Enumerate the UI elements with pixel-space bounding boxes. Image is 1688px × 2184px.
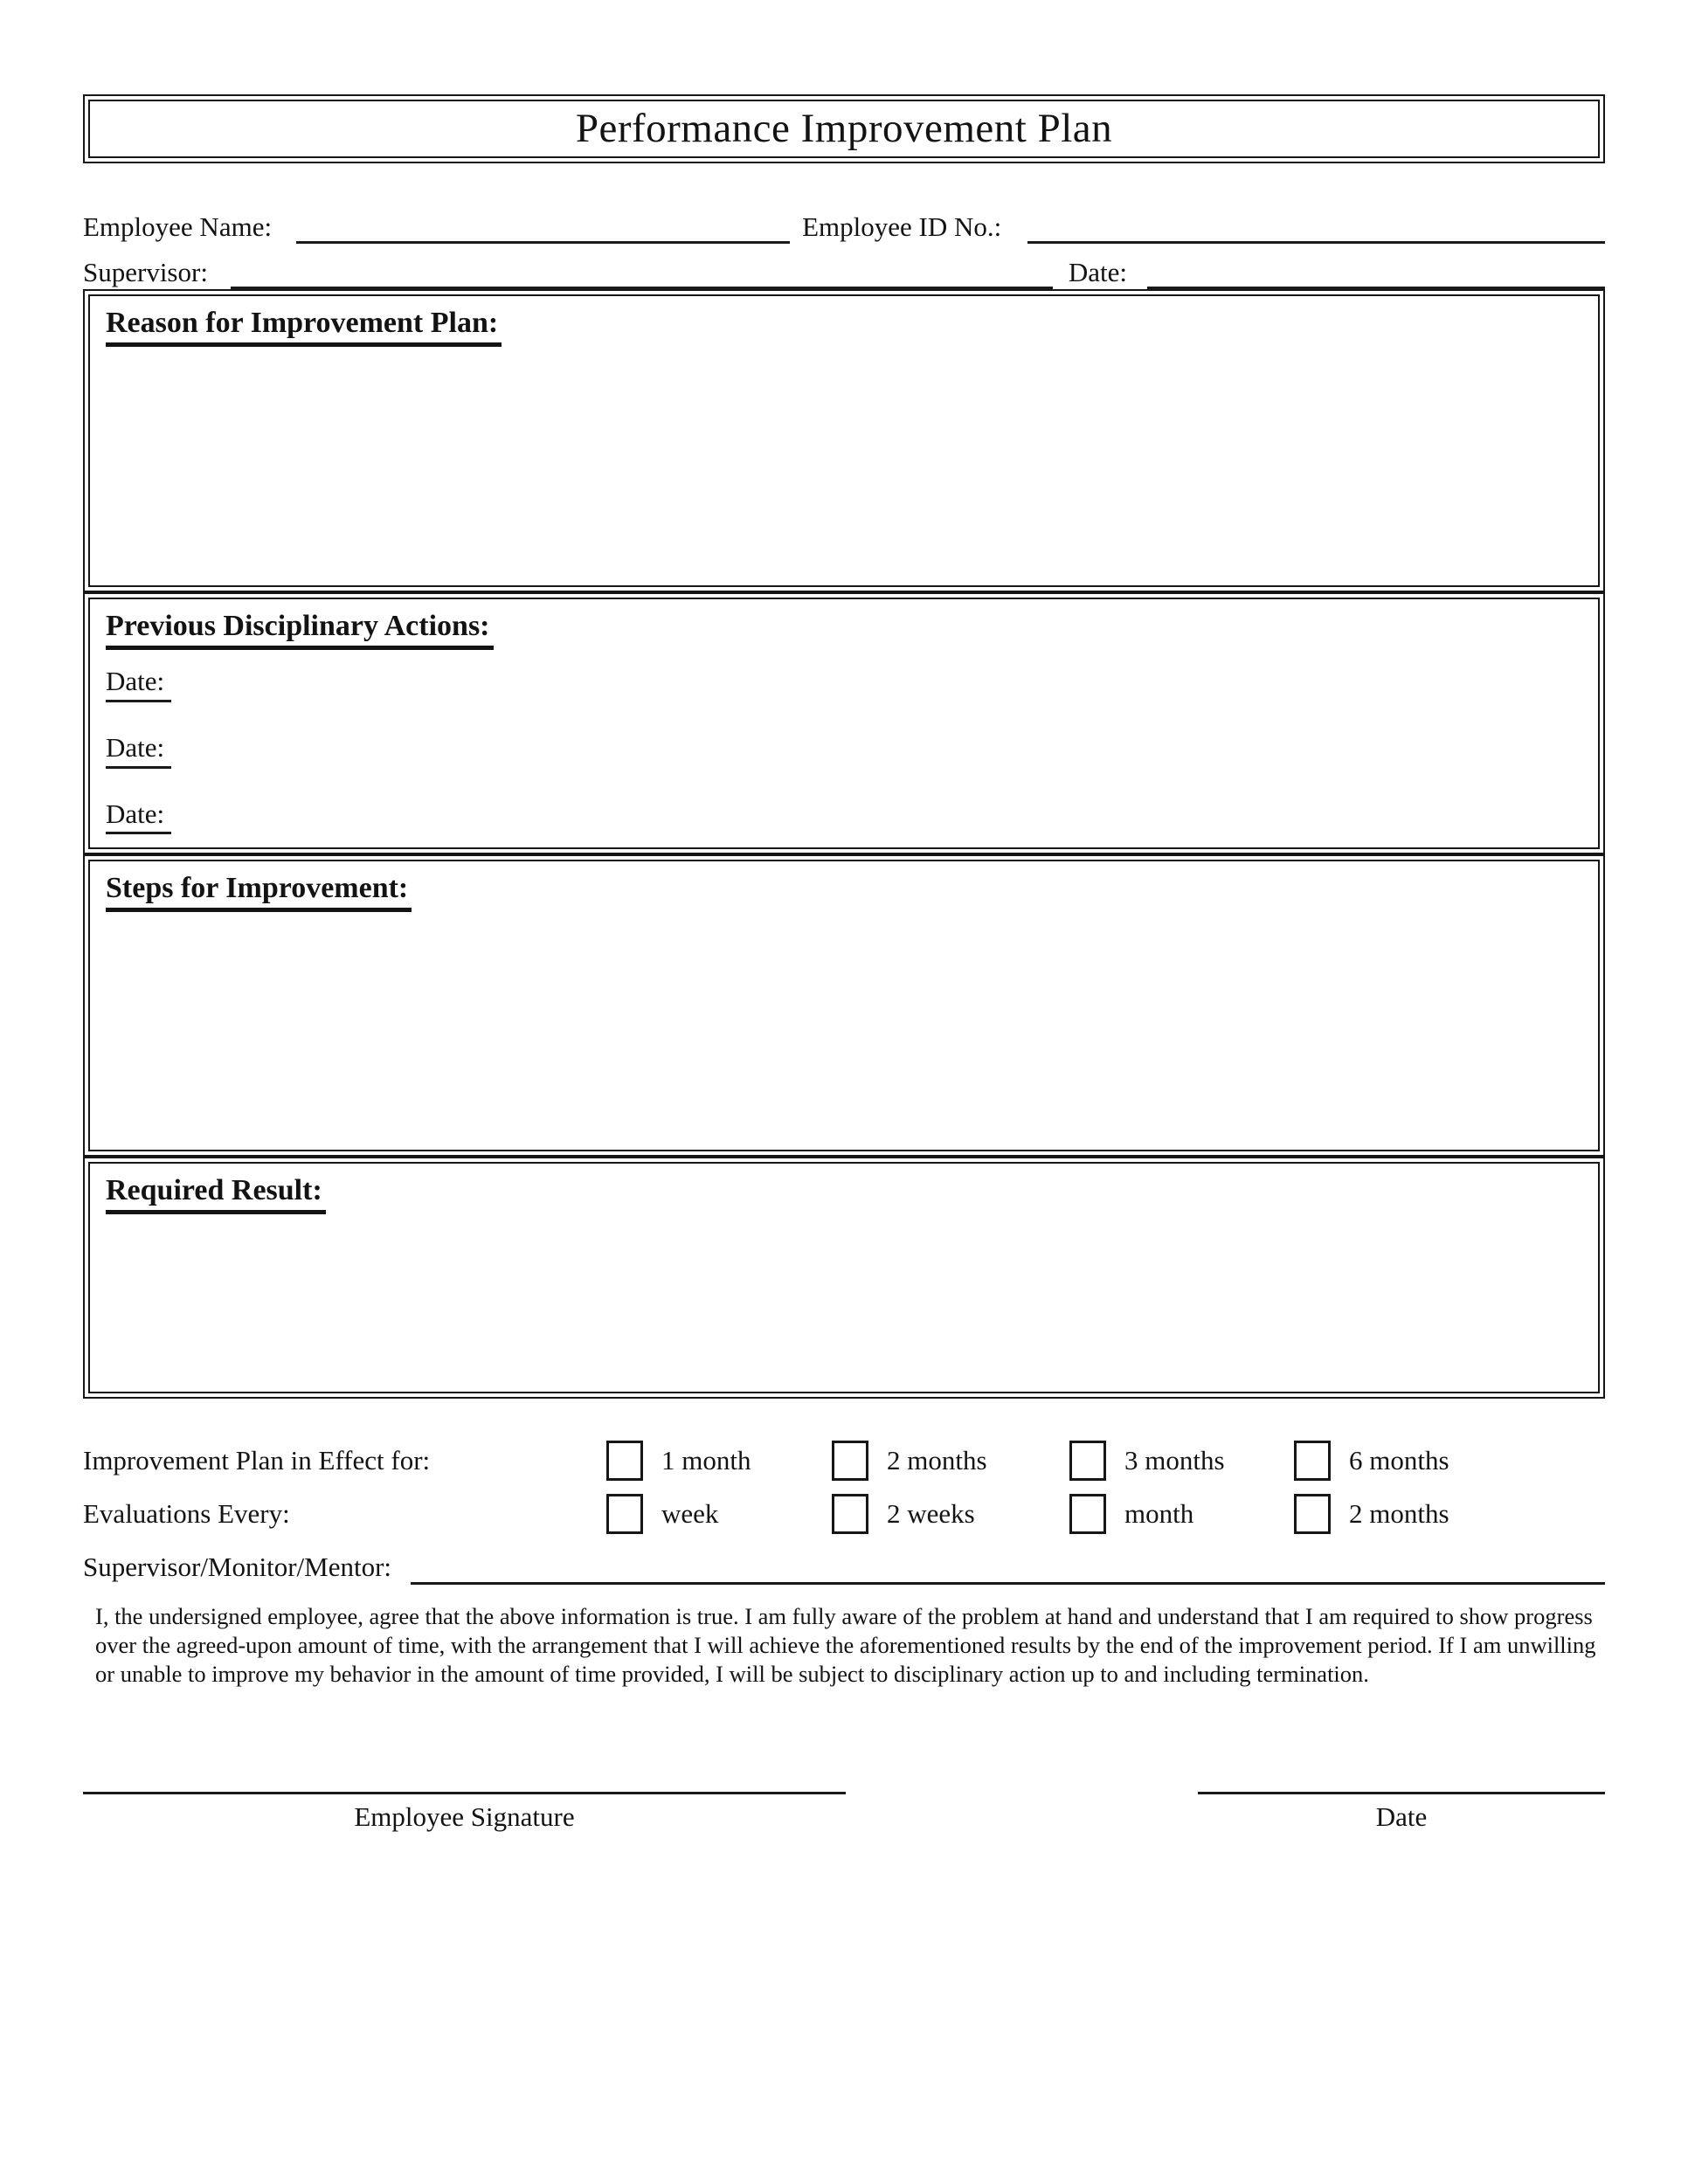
employee-id-label: Employee ID No.: <box>802 211 1002 242</box>
checkbox-label: 3 months <box>1124 1444 1225 1476</box>
checkbox-label: 6 months <box>1349 1444 1449 1476</box>
checkbox-month[interactable] <box>1069 1494 1106 1534</box>
checkbox-label: 1 month <box>661 1444 751 1476</box>
steps-section <box>83 854 1605 1157</box>
eval-option-month <box>1069 1494 1294 1534</box>
supervisor-input[interactable] <box>231 259 1053 289</box>
date-input[interactable] <box>1147 259 1605 289</box>
checkbox-1-month[interactable] <box>606 1441 643 1481</box>
checkbox-eval-2-months[interactable] <box>1294 1494 1331 1534</box>
plan-option-3-months <box>1069 1441 1294 1481</box>
disciplinary-date-1-input[interactable]: Date: <box>106 666 171 702</box>
plan-option-1-month <box>606 1441 832 1481</box>
disciplinary-date-row <box>106 798 1582 835</box>
agreement-paragraph: I, the undersigned employee, agree that the above information is true. I am fully aware of the problem at hand and understand that I am required to show progress over the agreed-upon amount of time, with the arrangement that I will achieve the aforementioned results by the end of the improvement period. If I am unwilling or unable to improve my behavior in the amount of time provided, I will be subject to disciplinary action up to and including termination. <box>95 1603 1596 1687</box>
checkbox-2-months[interactable] <box>832 1441 868 1481</box>
checkbox-label: month <box>1124 1497 1194 1529</box>
checkbox-6-months[interactable] <box>1294 1441 1331 1481</box>
employee-info-row <box>83 209 1605 244</box>
eval-option-2-weeks <box>832 1494 1069 1534</box>
supervisor-monitor-label: Supervisor/Monitor/Mentor: <box>83 1552 392 1582</box>
signature-date-block[interactable] <box>1198 1792 1605 1833</box>
evaluation-frequency-row <box>83 1494 1605 1534</box>
required-result-section <box>83 1157 1605 1399</box>
required-result-heading: Required Result: <box>106 1174 326 1214</box>
eval-option-week <box>606 1494 832 1534</box>
evaluation-frequency-label: Evaluations Every: <box>83 1498 290 1529</box>
employee-id-input[interactable] <box>1027 214 1605 244</box>
checkbox-label: 2 months <box>1349 1497 1449 1529</box>
disciplinary-date-2-input[interactable]: Date: <box>106 732 171 769</box>
previous-actions-heading: Previous Disciplinary Actions: <box>106 610 494 650</box>
reason-writing-area[interactable] <box>106 347 1582 575</box>
page-title: Performance Improvement Plan <box>575 106 1113 151</box>
checkbox-2-weeks[interactable] <box>832 1494 868 1534</box>
plan-duration-label: Improvement Plan in Effect for: <box>83 1445 431 1476</box>
plan-option-6-months <box>1294 1441 1605 1481</box>
supervisor-label: Supervisor: <box>83 256 208 287</box>
plan-option-2-months <box>832 1441 1069 1481</box>
eval-option-2-months <box>1294 1494 1605 1534</box>
signature-date-label: Date <box>1375 1801 1428 1832</box>
date-label: Date: <box>1068 256 1127 287</box>
supervisor-monitor-row <box>83 1546 1605 1585</box>
employee-name-input[interactable] <box>296 214 790 244</box>
checkbox-label: week <box>661 1497 719 1529</box>
steps-writing-area[interactable] <box>106 912 1582 1139</box>
disciplinary-date-row <box>106 666 1582 702</box>
disciplinary-date-3-input[interactable]: Date: <box>106 798 171 835</box>
employee-name-label: Employee Name: <box>83 211 273 242</box>
previous-actions-section <box>83 592 1605 854</box>
checkbox-label: 2 months <box>887 1444 987 1476</box>
checkbox-3-months[interactable] <box>1069 1441 1106 1481</box>
reason-section <box>83 289 1605 592</box>
required-result-writing-area[interactable] <box>106 1214 1582 1381</box>
supervisor-info-row <box>83 254 1605 289</box>
checkbox-label: 2 weeks <box>887 1497 975 1529</box>
employee-signature-block[interactable] <box>83 1792 846 1833</box>
steps-heading: Steps for Improvement: <box>106 872 412 912</box>
plan-duration-row <box>83 1441 1605 1481</box>
reason-heading: Reason for Improvement Plan: <box>106 307 502 347</box>
title-box <box>83 94 1605 163</box>
employee-signature-label: Employee Signature <box>354 1801 575 1832</box>
disciplinary-date-row <box>106 732 1582 769</box>
signature-row <box>83 1792 1605 1833</box>
checkbox-week[interactable] <box>606 1494 643 1534</box>
supervisor-monitor-input[interactable] <box>411 1555 1605 1585</box>
